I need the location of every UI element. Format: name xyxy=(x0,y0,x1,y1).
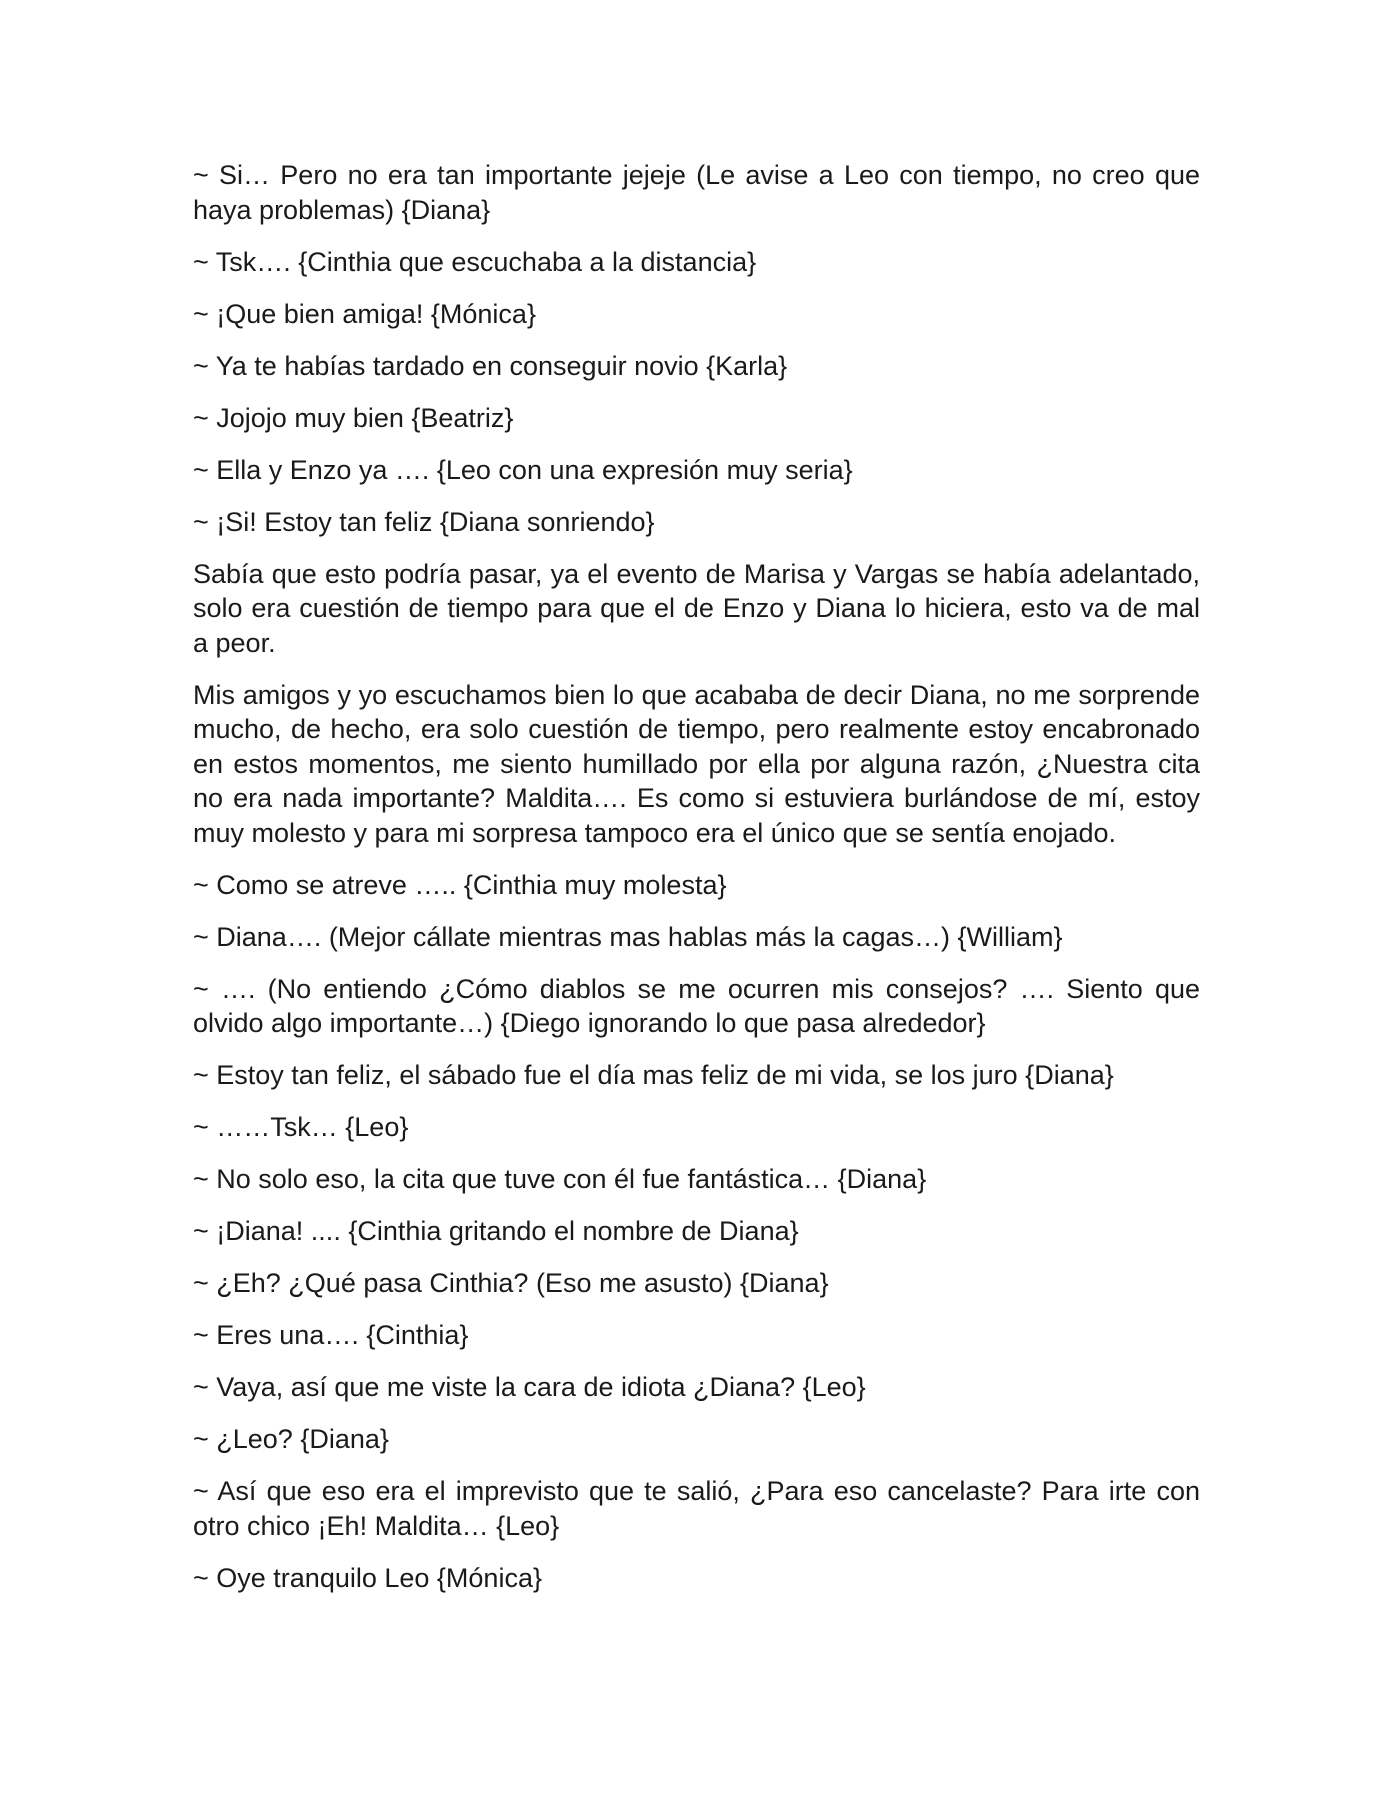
dialogue-line: ~ Así que eso era el imprevisto que te salió, ¿Para eso cancelaste? Para irte con otro chico ¡Eh! Maldita… {Leo} xyxy=(193,1476,1200,1541)
dialogue-line: ~ ¡Que bien amiga! {Mónica} xyxy=(193,298,536,329)
narration-paragraph: Mis amigos y yo escuchamos bien lo que acababa de decir Diana, no me sorprende mucho, de hecho, era solo cuestión de tiempo, pero realmente estoy encabronado en estos momentos, me siento humillado por ella por alguna razón, ¿Nuestra cita no era nada importante? Maldita…. Es como si estuviera burlándose de mí, estoy muy molesto y para mi sorpresa tampoco era el único que se sentía enojado. xyxy=(193,679,1200,848)
dialogue-line: ~ Ya te habías tardado en conseguir novio {Karla} xyxy=(193,350,788,381)
dialogue-line: ~ ¡Si! Estoy tan feliz {Diana sonriendo} xyxy=(193,506,655,537)
dialogue-line: ~ …. (No entiendo ¿Cómo diablos se me ocurren mis consejos? …. Siento que olvido algo importante…) {Diego ignorando lo que pasa alrededor} xyxy=(193,973,1200,1038)
dialogue-line: ~ Si… Pero no era tan importante jejeje (Le avise a Leo con tiempo, no creo que haya problemas) {Diana} xyxy=(193,160,1200,225)
dialogue-line: ~ Diana…. (Mejor cállate mientras mas hablas más la cagas…) {William} xyxy=(193,921,1063,952)
dialogue-line: ~ Jojojo muy bien {Beatriz} xyxy=(193,402,514,433)
dialogue-line: ~ No solo eso, la cita que tuve con él fue fantástica… {Diana} xyxy=(193,1164,927,1194)
dialogue-line: ~ Estoy tan feliz, el sábado fue el día mas feliz de mi vida, se los juro {Diana} xyxy=(193,1060,1114,1090)
dialogue-line: ~ Oye tranquilo Leo {Mónica} xyxy=(193,1562,542,1593)
dialogue-line: ~ Como se atreve ….. {Cinthia muy molesta} xyxy=(193,869,727,900)
narration-paragraph: Sabía que esto podría pasar, ya el evento de Marisa y Vargas se había adelantado, solo era cuestión de tiempo para que el de Enzo y Diana lo hiciera, esto va de mal a peor. xyxy=(193,558,1200,658)
document-page xyxy=(193,158,1200,1613)
dialogue-line: ~ ……Tsk… {Leo} xyxy=(193,1112,409,1142)
dialogue-line: ~ Eres una…. {Cinthia} xyxy=(193,1320,469,1350)
dialogue-line: ~ Tsk…. {Cinthia que escuchaba a la distancia} xyxy=(193,246,757,277)
dialogue-line: ~ Ella y Enzo ya …. {Leo con una expresión muy seria} xyxy=(193,454,853,485)
dialogue-line: ~ ¿Leo? {Diana} xyxy=(193,1424,389,1454)
dialogue-line: ~ ¿Eh? ¿Qué pasa Cinthia? (Eso me asusto) {Diana} xyxy=(193,1268,829,1298)
dialogue-line: ~ ¡Diana! .... {Cinthia gritando el nombre de Diana} xyxy=(193,1216,799,1246)
dialogue-line: ~ Vaya, así que me viste la cara de idiota ¿Diana? {Leo} xyxy=(193,1372,866,1402)
